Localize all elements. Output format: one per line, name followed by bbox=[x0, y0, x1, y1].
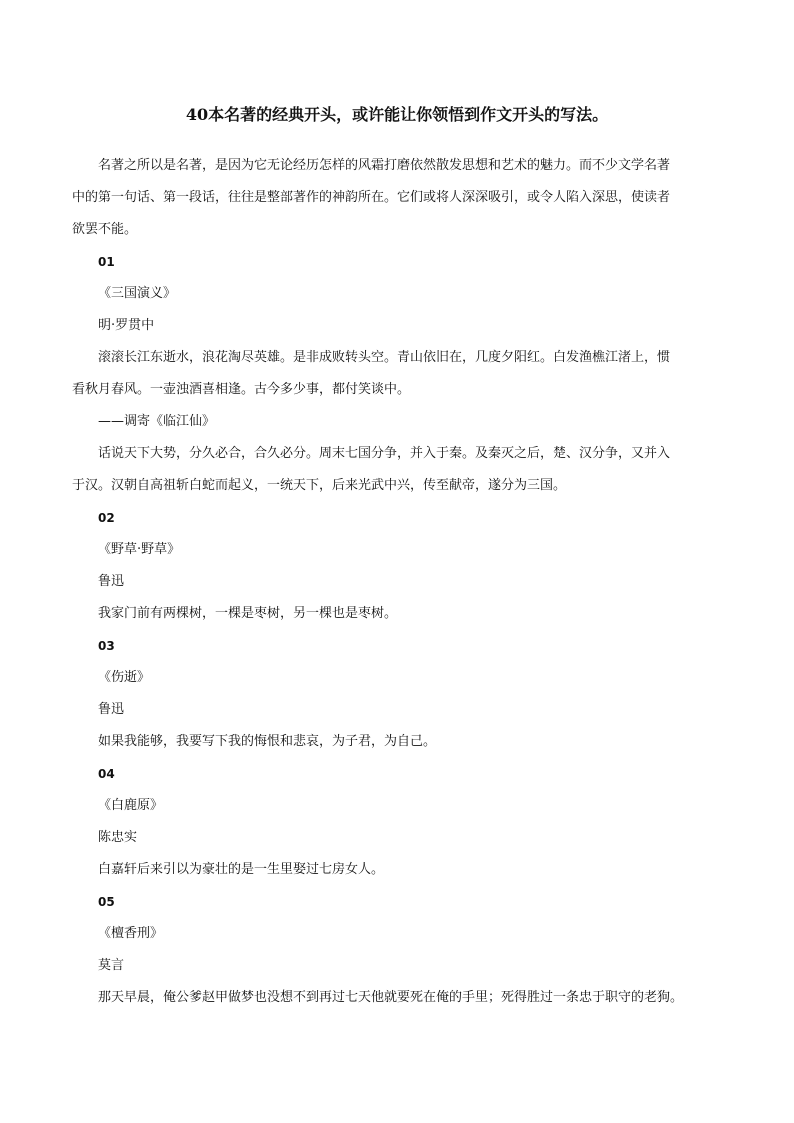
entry-number: 03 bbox=[98, 639, 115, 653]
entry-text-line: 于汉。汉朝自高祖斩白蛇而起义，一统天下，后来光武中兴，传至献帝，遂分为三国。 bbox=[72, 478, 567, 493]
entry-text-line: 白嘉轩后来引以为豪壮的是一生里娶过七房女人。 bbox=[98, 862, 385, 877]
entry-number: 02 bbox=[98, 511, 115, 525]
entry-author: 莫言 bbox=[98, 958, 125, 973]
entry-text-line: 话说天下大势，分久必合，合久必分。周末七国分争，并入于秦。及秦灭之后，楚、汉分争，又并入 bbox=[98, 446, 671, 461]
entry bbox=[72, 758, 737, 886]
entry-poem-line: 看秋月春风。一壶浊酒喜相逢。古今多少事，都付笑谈中。 bbox=[72, 382, 411, 397]
entry-poem-source: ——调寄《临江仙》 bbox=[98, 414, 216, 429]
entry-book-title: 《檀香刑》 bbox=[98, 926, 164, 941]
entry-number: 04 bbox=[98, 767, 115, 781]
entry-author: 鲁迅 bbox=[98, 574, 125, 589]
intro-line: 名著之所以是名著，是因为它无论经历怎样的风霜打磨依然散发思想和艺术的魅力。而不少文学名著 bbox=[98, 158, 671, 173]
entry-book-title: 《野草·野草》 bbox=[98, 542, 181, 557]
entry-text-line: 我家门前有两棵树，一棵是枣树，另一棵也是枣树。 bbox=[98, 606, 398, 621]
entry-number: 01 bbox=[98, 255, 115, 269]
entry-book-title: 《三国演义》 bbox=[98, 286, 177, 301]
intro-line: 中的第一句话、第一段话，往往是整部著作的神韵所在。它们或将人深深吸引，或令人陷入深思，使读者 bbox=[72, 190, 671, 205]
entry-number: 05 bbox=[98, 895, 115, 909]
entry bbox=[72, 630, 737, 758]
entry-author: 陈忠实 bbox=[98, 830, 138, 845]
document-title: 40本名著的经典开头，或许能让你领悟到作文开头的写法。 bbox=[185, 105, 609, 124]
entry-book-title: 《白鹿原》 bbox=[98, 798, 164, 813]
entry bbox=[72, 886, 737, 1014]
entry bbox=[72, 246, 737, 502]
entry-text-line: 那天早晨，俺公爹赵甲做梦也没想不到再过七天他就要死在俺的手里；死得胜过一条忠于职守的老狗。 bbox=[98, 990, 684, 1005]
entry-text-line: 如果我能够，我要写下我的悔恨和悲哀，为子君，为自己。 bbox=[98, 734, 437, 749]
entry-author: 明·罗贯中 bbox=[98, 318, 155, 333]
document-body bbox=[72, 150, 737, 1014]
entry-book-title: 《伤逝》 bbox=[98, 670, 151, 685]
intro-line: 欲罢不能。 bbox=[72, 222, 138, 237]
entry-author: 鲁迅 bbox=[98, 702, 125, 717]
entry bbox=[72, 502, 737, 630]
entry-poem-line: 滚滚长江东逝水，浪花淘尽英雄。是非成败转头空。青山依旧在，几度夕阳红。白发渔樵江渚上，惯 bbox=[98, 350, 671, 365]
